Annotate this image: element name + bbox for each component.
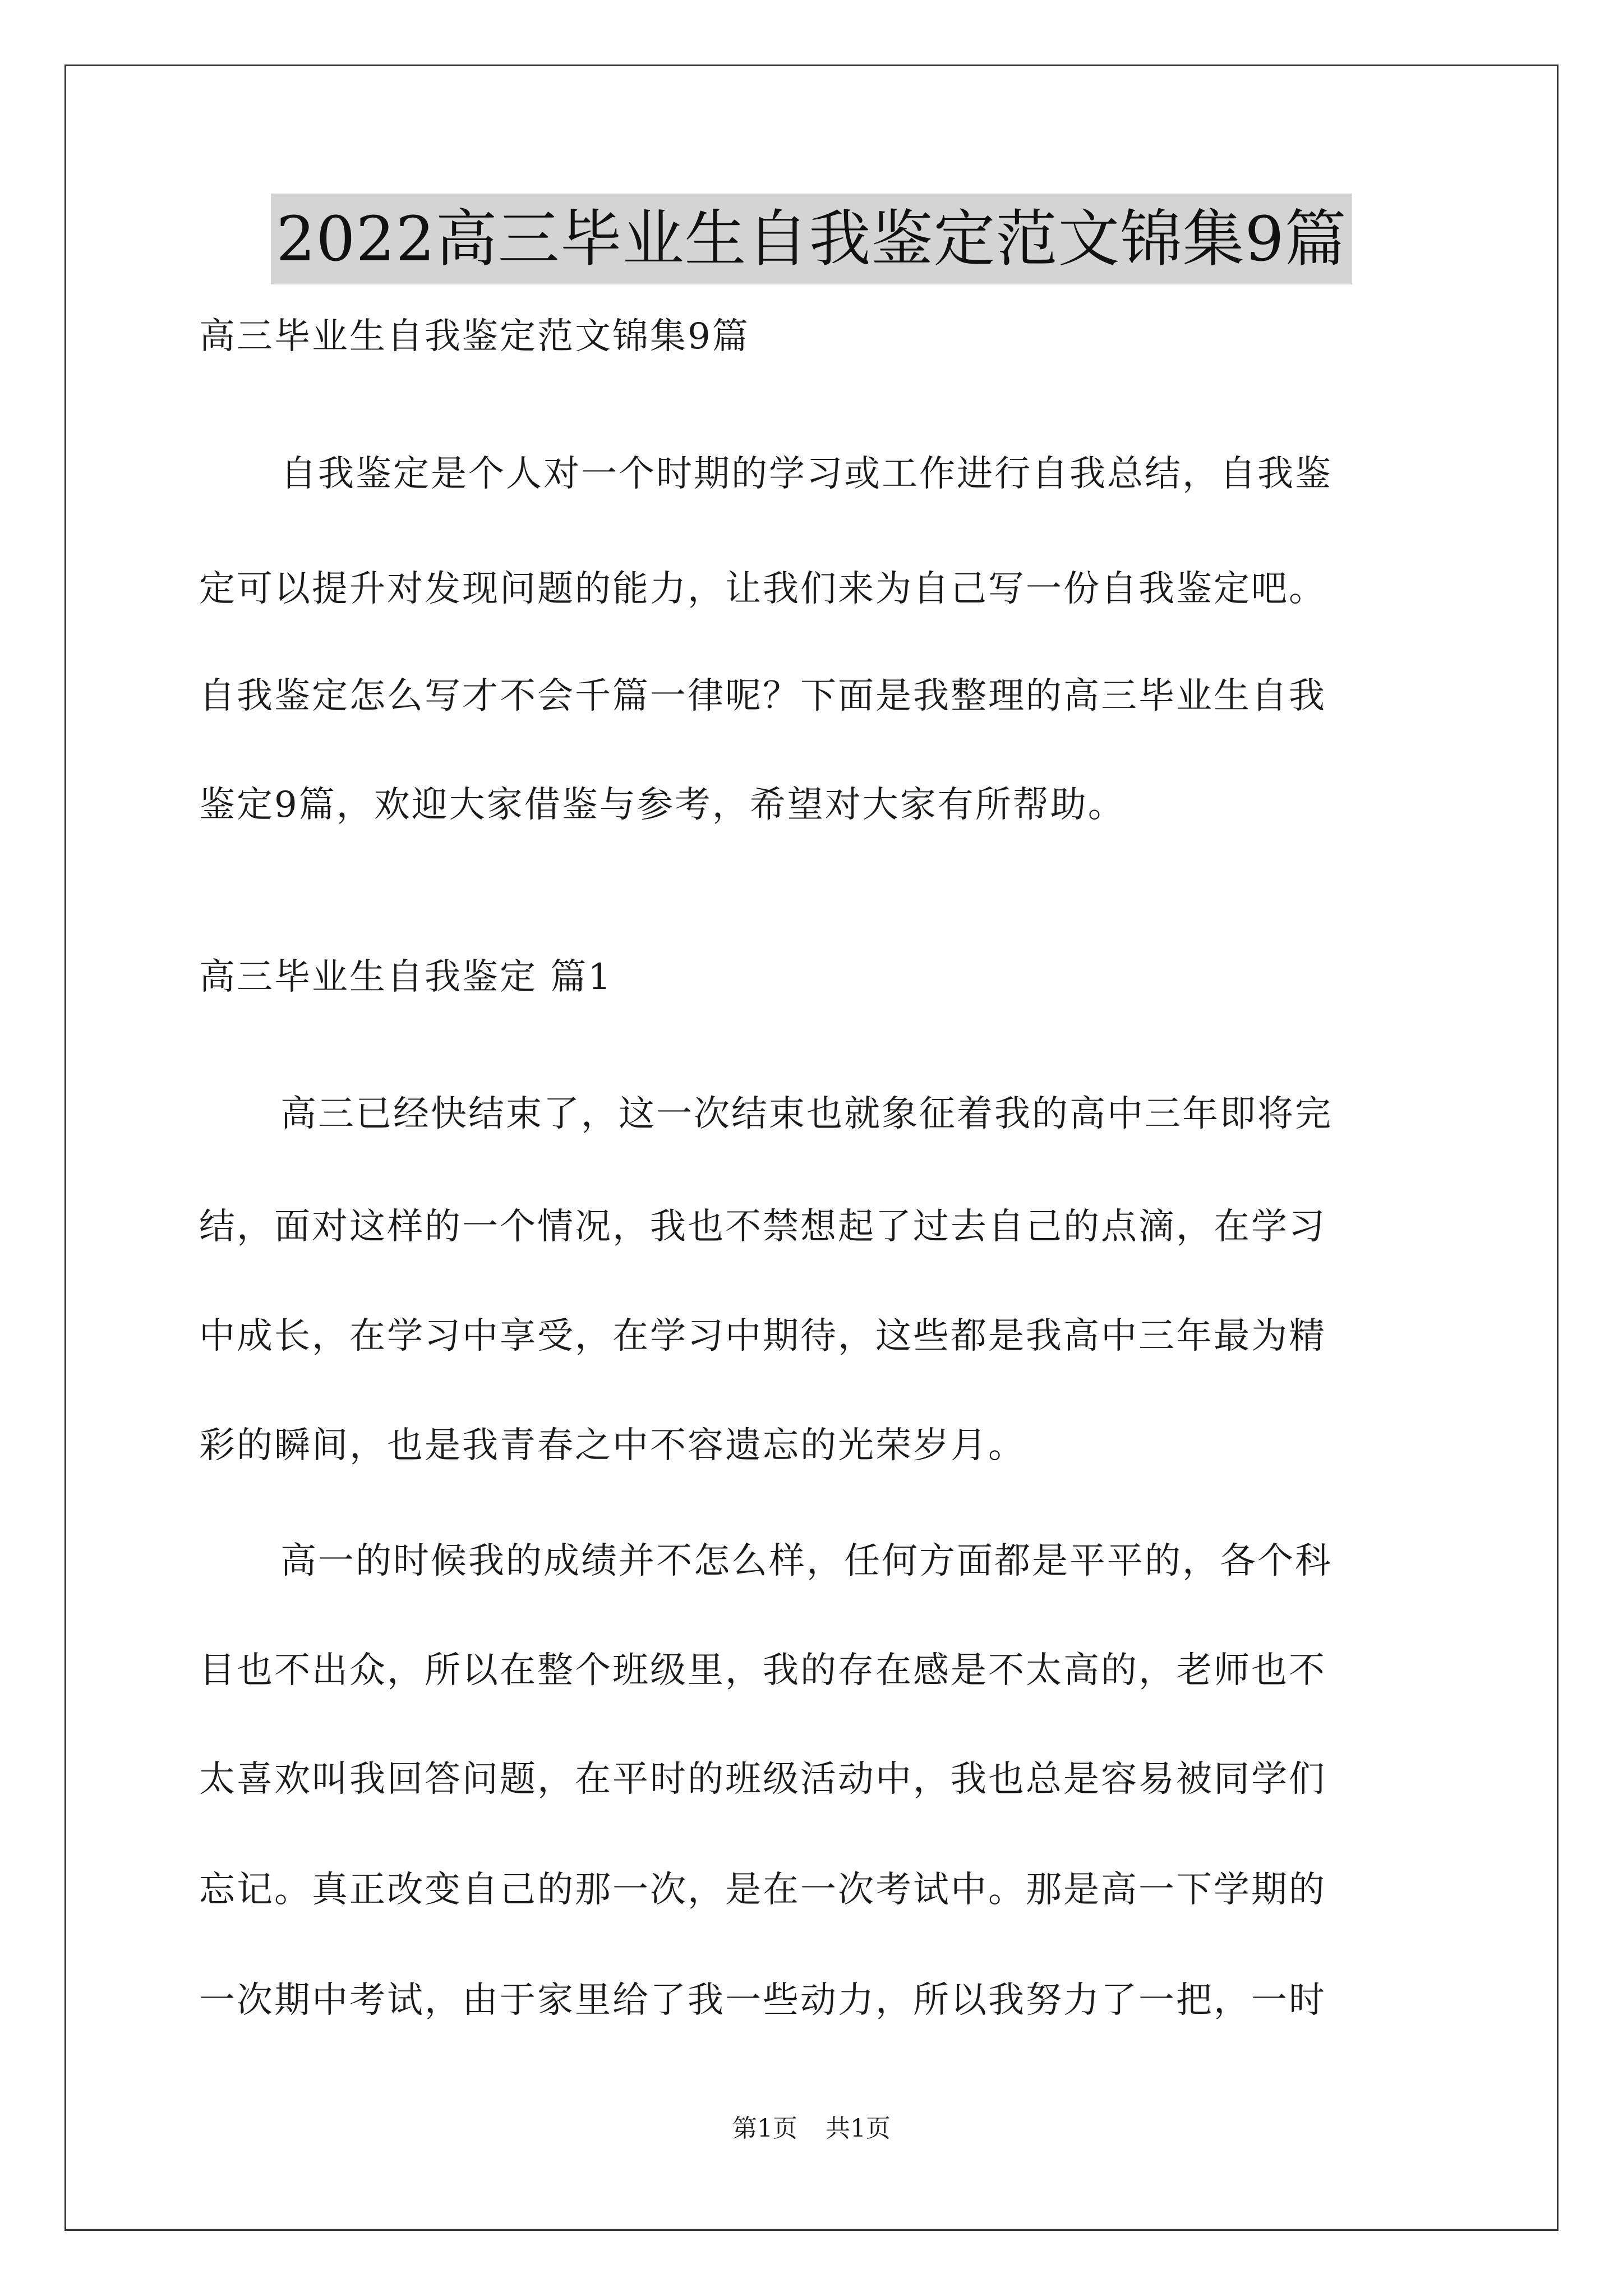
- page-number: 第1页: [732, 2114, 797, 2143]
- intro-line-4: 鉴定9篇，欢迎大家借鉴与参考，希望对大家有所帮助。: [199, 784, 1126, 826]
- section-heading: 高三毕业生自我鉴定 篇1: [199, 956, 613, 998]
- para2-line-4: 忘记。真正改变自己的那一次，是在一次考试中。那是高一下学期的: [199, 1869, 1326, 1911]
- document-title-block: [0, 194, 1623, 284]
- para2-line-5: 一次期中考试，由于家里给了我一些动力，所以我努力了一把，一时: [199, 1980, 1326, 2021]
- document-title: 2022高三毕业生自我鉴定范文锦集9篇: [271, 194, 1353, 284]
- para2-line-1: 高一的时候我的成绩并不怎么样，任何方面都是平平的，各个科: [280, 1540, 1332, 1582]
- intro-line-1: 自我鉴定是个人对一个时期的学习或工作进行自我总结，自我鉴: [280, 453, 1332, 495]
- para2-line-3: 太喜欢叫我回答问题，在平时的班级活动中，我也总是容易被同学们: [199, 1759, 1326, 1800]
- intro-line-3: 自我鉴定怎么写才不会千篇一律呢？下面是我整理的高三毕业生自我: [199, 675, 1326, 717]
- page-footer: [0, 2112, 1623, 2146]
- para1-line-2: 结，面对这样的一个情况，我也不禁想起了过去自己的点滴，在学习: [199, 1206, 1326, 1248]
- para1-line-1: 高三已经快结束了，这一次结束也就象征着我的高中三年即将完: [280, 1093, 1332, 1135]
- para1-line-4: 彩的瞬间，也是我青春之中不容遗忘的光荣岁月。: [199, 1425, 1026, 1466]
- para2-line-2: 目也不出众，所以在整个班级里，我的存在感是不太高的，老师也不: [199, 1650, 1326, 1691]
- subtitle-line: 高三毕业生自我鉴定范文锦集9篇: [199, 316, 750, 357]
- para1-line-3: 中成长，在学习中享受，在学习中期待，这些都是我高中三年最为精: [199, 1315, 1326, 1357]
- intro-line-2: 定可以提升对发现问题的能力，让我们来为自己写一份自我鉴定吧。: [199, 568, 1326, 610]
- page-total: 共1页: [826, 2114, 891, 2143]
